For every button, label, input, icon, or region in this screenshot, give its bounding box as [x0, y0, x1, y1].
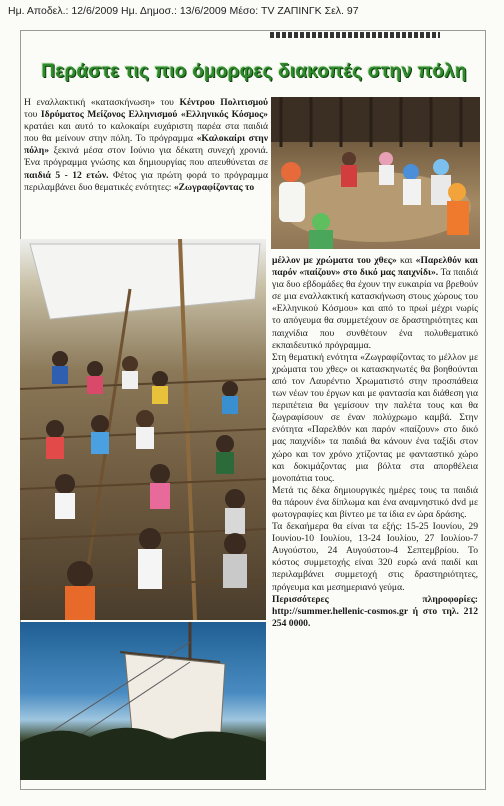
text-run: Η εναλλακτική «κατασκήνωση» του [24, 97, 180, 108]
text-run: «Καλοκαίρι στην πόλη» [24, 133, 268, 157]
excavation-illustration [271, 97, 480, 249]
text-run: Κέντρου Πολιτισμού [179, 97, 268, 108]
text-run: Τα παιδιά για δυο εβδομάδες θα έχουν την ευκαιρία να βρεθούν σε μια εναλλακτική κατασκήνωση στους χώρους του «Ελληνικού Κόσμου» και από το πρωί μέχρι νωρίς το απόγευμα θα συμμετέχουν σε δραστηριότητες και παιχνίδια που συνθέτουν ένα πολυθεματικό εκπαιδευτικό πρόγραμμα. [272, 267, 478, 351]
article-title: Περάστε τις πιο όμορφες διακοπές στην πόλη [41, 61, 467, 82]
sail-illustration [20, 622, 266, 780]
ship-illustration [20, 239, 266, 620]
text-run: Περισσότερες πληροφορίες: http://summer.hellenic-cosmos.gr ή στο τηλ. 212 254 0000. [272, 593, 478, 629]
text-run: «Παρελθόν και παρόν «παίζουν» στο δικό μας παιχνίδι». [272, 255, 478, 279]
clipping-header: Ημ. Αποδελ.: 12/6/2009 Ημ. Δημοσ.: 13/6/2009 Μέσο: TV ΖΑΠΙΝΓΚ Σελ. 97 [8, 5, 359, 17]
text-run: Μετά τις δέκα δημιουργικές ημέρες τους τα παιδιά θα πάρουν ένα δίπλωμα και ένα αναμνηστικό dvd με φωτογραφίες και βίντεο με τα ίδια εν ώρα δράσης. [272, 484, 478, 520]
photo-children-excavation [271, 97, 480, 249]
text-run: Στη θεματική ενότητα «Ζωγραφίζοντας το μέλλον με χρώματα του χθες» οι κατασκηνωτές θα βοηθούνται από τον Λαυρέντιο Χρωματιστό στην προσπάθεια των νέων του έργων και με φαντασία και διάθεση για περιπέτεια θα γεμίσουν την παλέτα τους και θα ζωγραφίσουν σε έναν πολύχρωμο καμβά. Στην ενότητα «Παρελθόν και παρόν «παίζουν» στο δικό μας παιχνίδι» τα παιδιά θα κάνουν ένα ταξίδι στον χώρο και τον χρόνο χτίζοντας με φανταστικό χώρο και δοκιμάζοντας μια βόλτα στα απορθέλεια μονοπάτια τους. [272, 351, 478, 484]
text-run: Φέτος για πρώτη φορά το πρόγραμμα περιλαμβάνει δυο θεματικές ενότητες: [24, 169, 268, 193]
article-column-right [272, 255, 478, 775]
photo-ship-sail [20, 622, 266, 780]
cut-text-strip [270, 32, 440, 38]
photo-children-on-ship [20, 239, 266, 620]
col2-paragraph [272, 255, 478, 630]
text-run: μέλλον με χρώματα του χθες» [272, 255, 397, 266]
text-run: Ιδρύματος Μείζονος Ελληνισμού «Ελληνικός Κόσμος» [40, 109, 268, 121]
text-run: κρατάει και αυτό το καλοκαίρι ευχάριστη παρέα στα παιδιά που θα μείνουν στην πόλη. Το πρόγραμμα [24, 121, 268, 145]
col1-paragraph [24, 97, 268, 194]
text-run: «Ζωγραφίζοντας το [173, 181, 255, 193]
text-run: παιδιά 5 - 12 ετών. [24, 169, 109, 181]
text-run: Τα δεκαήμερα θα είναι τα εξής: 15-25 Ιουνίου, 29 Ιουνίου-10 Ιουλίου, 13-24 Ιουλίου, 27 Ιουλίου-7 Αυγούστου, 24 Αυγούστου-4 Σεπτεμβρίου. Το κόστος συμμετοχής είναι 320 ευρώ ανά παιδί και περιλαμβάνει συμμετοχή στις δραστηριότητες, πρόγευμα και μεσημεριανό γεύμα. [272, 521, 478, 593]
text-run: και [396, 255, 416, 266]
text-run: του [24, 109, 41, 121]
article-column-left [24, 97, 268, 237]
text-run: ξεκινά μέσα στον Ιούνιο για δέκατη συνεχή χρονιά. Ένα πρόγραμμα γνώσης και δημιουργίας που απευθύνεται σε [24, 145, 268, 169]
